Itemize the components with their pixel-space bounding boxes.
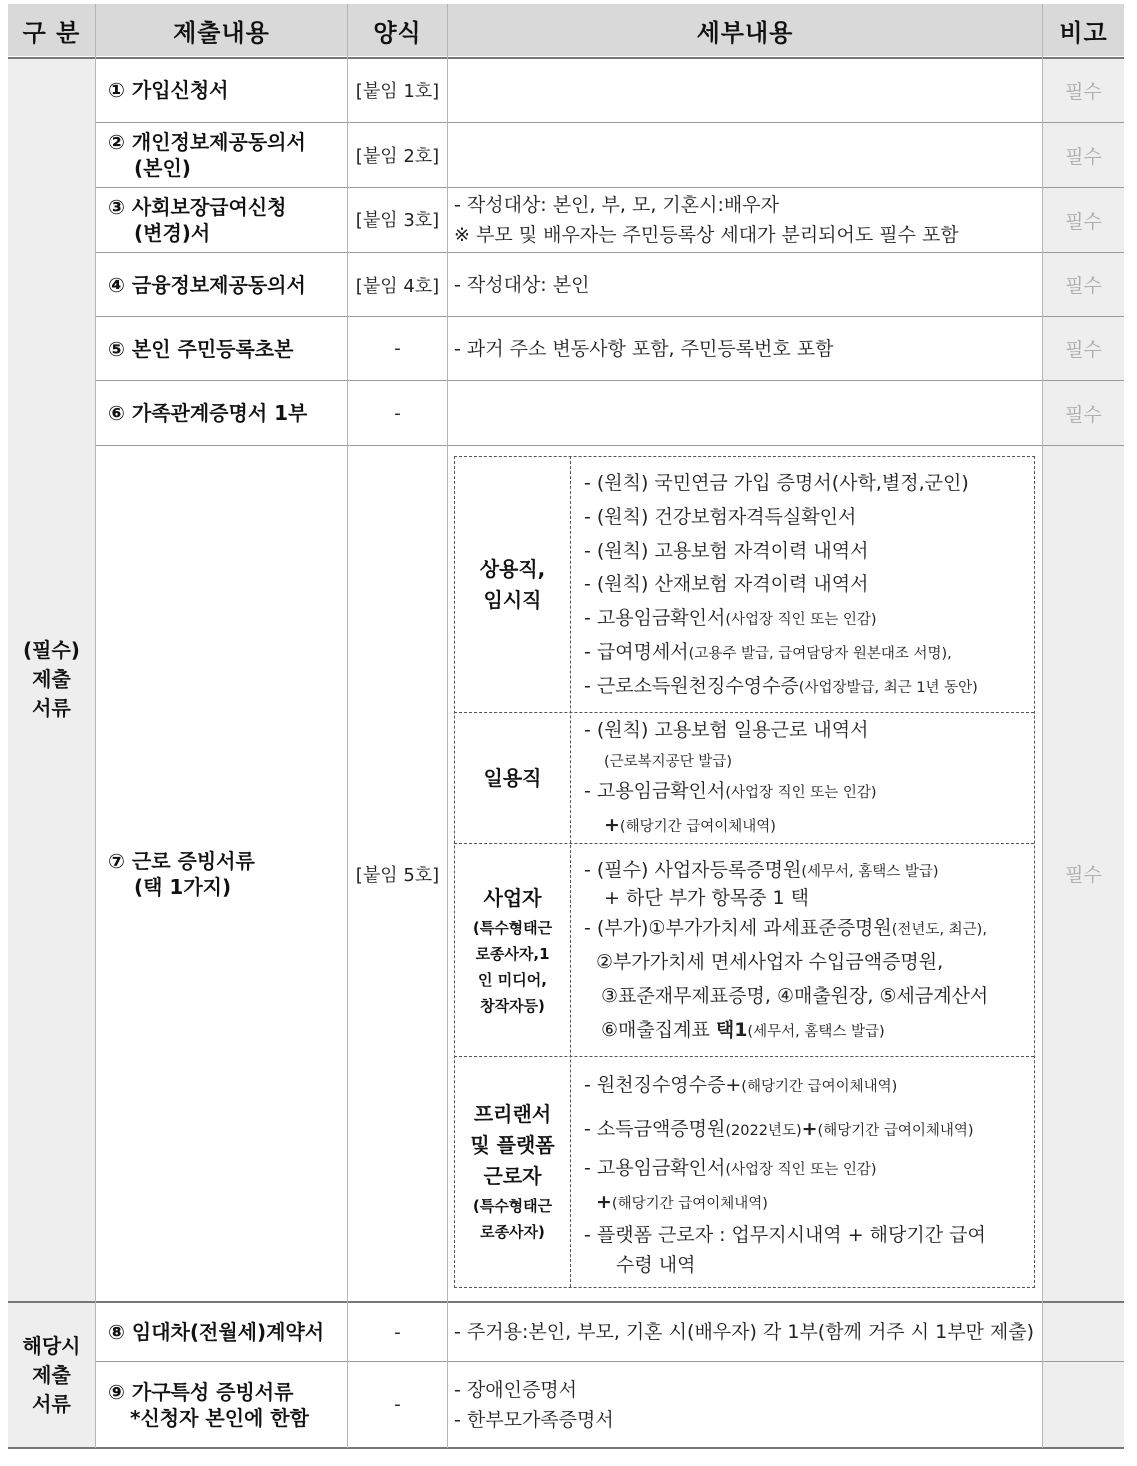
item-label: (변경)서: [134, 221, 211, 245]
remark-cell: [1043, 1362, 1124, 1447]
divider: [95, 4, 96, 1448]
type-label: 상용직,: [479, 556, 546, 581]
type-sublabel: 인 미디어,: [478, 970, 547, 989]
type-sublabel: (특수형태근: [472, 1197, 553, 1215]
category-conditional-line: 서류: [32, 1391, 71, 1416]
remark-cell: 필수: [1043, 253, 1124, 316]
header-content: 제출내용: [96, 4, 347, 56]
category-required-line: (필수): [23, 638, 80, 662]
item-label: ④ 금융정보제공동의서: [108, 272, 306, 297]
type-sublabel: 창작자등): [480, 996, 545, 1015]
details-cell: [454, 317, 1039, 380]
details-cell: [454, 188, 1039, 252]
item-label: ① 가입신청서: [108, 78, 229, 102]
employment-type-freelancer: [455, 1057, 570, 1286]
form-ref: -: [394, 1321, 401, 1343]
doc-line: - 원천징수영수증+(해당기간 급여이체내역): [584, 1074, 898, 1096]
remark-cell: 필수: [1043, 123, 1124, 187]
item-label: *신청자 본인에 한함: [130, 1405, 309, 1430]
employment-type-regular: [455, 457, 570, 712]
type-label: 프리랜서: [473, 1102, 552, 1126]
header-category: 구 분: [8, 4, 95, 56]
category-conditional: [8, 1303, 95, 1447]
type-sublabel: 로종사자): [480, 1223, 545, 1241]
category-conditional-line: 해당시: [22, 1333, 81, 1358]
doc-line: (근로복지공단 발급): [604, 754, 732, 770]
type-label: 및 플랫폼: [470, 1133, 555, 1157]
doc-line: - 플랫폼 근로자 : 업무지시내역 + 해당기간 급여: [584, 1224, 986, 1246]
form-ref: [붙임 3호]: [355, 210, 440, 231]
item-household-proof: [108, 1362, 344, 1447]
doc-line: - 급여명세서(고용주 발급, 급여담당자 원본대조 서명),: [584, 641, 952, 663]
doc-line: ③표준재무제표증명, ④매출원장, ⑤세금계산서: [601, 985, 989, 1007]
doc-line: - 근로소득원천징수영수증(사업장발급, 최근 1년 동안): [584, 675, 978, 697]
category-required-line: 서류: [32, 696, 71, 720]
category-conditional-line: 제출: [32, 1362, 71, 1387]
item-lease-contract: [108, 1303, 344, 1361]
item-label: ⑨ 가구특성 증빙서류: [108, 1379, 294, 1404]
item-label: ⑤ 본인 주민등록초본: [108, 336, 294, 361]
doc-line: - (원칙) 건강보험자격득실확인서: [584, 506, 857, 528]
employment-type-business: [455, 844, 570, 1056]
item-label: ⑦ 근로 증빙서류: [108, 848, 255, 873]
doc-line: ⑥매출집계표 택1(세무서, 홈택스 발급): [601, 1019, 885, 1041]
item-social-security-application: [108, 188, 344, 252]
doc-line: - (원칙) 고용보험 일용근로 내역서: [584, 719, 869, 741]
doc-line: - (원칙) 고용보험 자격이력 내역서: [584, 540, 869, 562]
details-cell: [454, 1362, 1039, 1447]
remark-cell: 필수: [1043, 188, 1124, 252]
doc-line: - 소득금액증명원(2022년도)+(해당기간 급여이체내역): [584, 1118, 974, 1140]
header-remarks: 비고: [1043, 4, 1124, 56]
detail-line: - 장애인증명서: [454, 1378, 578, 1401]
form-ref: -: [394, 338, 401, 359]
type-label: 임시직: [483, 587, 542, 612]
item-label: ② 개인정보제공동의서: [108, 130, 306, 154]
doc-line: - (부가)①부가가치세 과세표준증명원(전년도, 최근),: [584, 917, 987, 939]
detail-line: ※ 부모 및 배우자는 주민등록상 세대가 분리되어도 필수 포함: [454, 224, 959, 246]
divider: [1042, 4, 1043, 1448]
item-label: (본인): [134, 156, 191, 180]
form-ref: [붙임 5호]: [355, 864, 440, 886]
detail-line: - 작성대상: 본인, 부, 모, 기혼시:배우자: [454, 194, 779, 216]
item-employment-proof: [108, 446, 344, 1301]
type-label: 사업자: [483, 885, 542, 910]
item-label: (택 1가지): [134, 874, 232, 899]
item-family-relation-certificate: [108, 381, 344, 445]
item-label: ③ 사회보장급여신청: [108, 195, 287, 219]
detail-line: - 과거 주소 변동사항 포함, 주민등록번호 포함: [454, 337, 834, 360]
doc-line: - 고용임금확인서(사업장 직인 또는 인감): [584, 780, 877, 802]
form-ref: -: [394, 402, 401, 424]
header-form: 양식: [348, 4, 447, 56]
item-privacy-consent: [108, 123, 344, 187]
doc-line: - (원칙) 국민연금 가입 증명서(사학,별정,군인): [584, 472, 969, 494]
doc-line: - (원칙) 산재보험 자격이력 내역서: [584, 573, 869, 595]
detail-line: - 작성대상: 본인: [454, 273, 590, 296]
details-cell: [454, 253, 1039, 316]
header-details: 세부내용: [448, 4, 1042, 56]
category-required-line: 제출: [32, 667, 71, 691]
item-financial-consent: [108, 253, 344, 316]
item-resident-abstract: [108, 317, 344, 380]
doc-line: - (필수) 사업자등록증명원(세무서, 홈택스 발급): [584, 859, 939, 881]
divider: [447, 4, 448, 1448]
doc-line: - 고용임금확인서(사업장 직인 또는 인감): [584, 607, 877, 629]
remark-cell: [1043, 1303, 1124, 1361]
doc-line: + 하단 부가 항목중 1 택: [604, 887, 810, 909]
details-cell: [454, 1303, 1042, 1361]
remark-cell: 필수: [1043, 446, 1124, 1301]
type-label: 근로자: [483, 1164, 542, 1188]
type-sublabel: 로종사자,1: [475, 944, 550, 963]
doc-line: 수령 내역: [616, 1254, 696, 1276]
doc-line: +(해당기간 급여이체내역): [596, 1191, 768, 1213]
remark-cell: 필수: [1043, 317, 1124, 380]
type-label: 일용직: [483, 765, 542, 790]
item-application-form: [108, 58, 344, 122]
doc-line: ②부가가치세 면세사업자 수입금액증명원,: [596, 951, 944, 973]
form-ref: -: [394, 1394, 401, 1415]
item-label: ⑥ 가족관계증명서 1부: [108, 401, 308, 425]
category-required: [8, 58, 95, 1301]
divider: [570, 456, 571, 1287]
detail-line: - 주거용:본인, 부모, 기혼 시(배우자) 각 1부(함께 거주 시 1부만 제출): [454, 1321, 1035, 1343]
remark-cell: 필수: [1043, 58, 1124, 122]
doc-line: +(해당기간 급여이체내역): [604, 814, 776, 836]
form-ref: [붙임 4호]: [355, 275, 440, 297]
form-ref: [붙임 1호]: [355, 81, 440, 102]
type-sublabel: (특수형태근: [472, 918, 553, 937]
item-label: ⑧ 임대차(전월세)계약서: [108, 1320, 325, 1344]
doc-line: - 고용임금확인서(사업장 직인 또는 인감): [584, 1157, 877, 1179]
divider: [8, 1447, 1124, 1449]
remark-cell: 필수: [1043, 381, 1124, 445]
form-ref: [붙임 2호]: [355, 146, 440, 167]
detail-line: - 한부모가족증명서: [454, 1408, 614, 1431]
employment-type-daily: [455, 713, 570, 843]
